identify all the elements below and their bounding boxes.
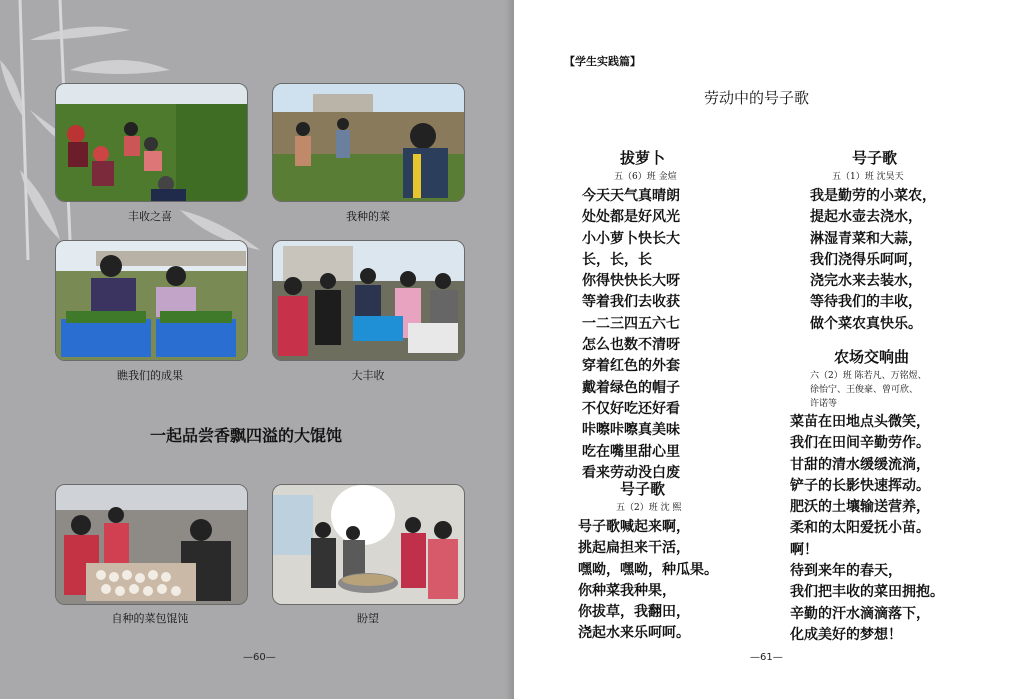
poem-work-song-2 — [810, 147, 936, 335]
page-title: 劳动中的号子歌 — [704, 89, 810, 107]
photo-caption: 我种的菜 — [346, 210, 390, 223]
poem-line: 处处都是好风光 — [582, 209, 680, 226]
poem-line: 浇完水来去装水， — [810, 273, 922, 290]
poem-title: 号子歌 — [620, 480, 666, 498]
poem-author: 许诺等 — [810, 399, 838, 409]
poem-line: 待到来年的春天， — [790, 563, 902, 580]
photo-my-vegetables — [272, 83, 465, 202]
poem-line: 你拔草，我翻田， — [578, 604, 690, 621]
poem-line: 怎么也数不清呀 — [582, 337, 680, 354]
poem-line: 浇起水来乐呵呵。 — [578, 625, 690, 642]
poem-line: 号子歌喊起来啊， — [578, 519, 690, 535]
photo-caption: 盼望 — [357, 612, 379, 625]
poem-line: 淋湿青菜和大蒜， — [810, 230, 922, 247]
poem-line: 提起水壶去浇水， — [810, 209, 922, 226]
poem-author: 五（1）班 沈昊天 — [832, 172, 904, 182]
poem-author: 五（6）班 金煊 — [614, 172, 677, 182]
poem-line: 一二三四五六七 — [582, 315, 680, 332]
section-title: 一起品尝香飘四溢的大馄饨 — [150, 426, 343, 445]
poem-line: 不仅好吃还好看 — [582, 400, 680, 417]
poem-line: 看来劳动没白废 — [582, 464, 680, 481]
poem-line: 铲子的长影快速挥动。 — [790, 477, 930, 494]
poem-title: 拔萝卜 — [620, 149, 666, 167]
poem-line: 我们浇得乐呵呵， — [810, 251, 922, 268]
photo-caption: 自种的菜包馄饨 — [111, 612, 189, 625]
poem-line: 穿着红色的外套 — [582, 358, 680, 375]
photo-our-results — [55, 240, 248, 361]
poem-author: 六（2）班 陈若凡、万铭煜、 — [810, 371, 927, 381]
poem-line: 挑起扁担来干活， — [578, 540, 690, 557]
poem-line: 等待我们的丰收， — [810, 294, 922, 311]
photo-dumplings — [55, 484, 248, 605]
poem-line: 化成美好的梦想！ — [790, 626, 902, 643]
photo-looking-forward — [272, 484, 465, 605]
poem-pull-radish — [582, 147, 680, 484]
poem-title: 号子歌 — [852, 149, 898, 167]
poem-author: 徐怡宁、王俊豪、曾可欣、 — [810, 385, 919, 395]
photo-caption: 瞧我们的成果 — [117, 369, 183, 382]
poem-line: 肥沃的土壤输送营养， — [790, 499, 930, 516]
poem-line: 你得快快长大呀 — [582, 273, 680, 290]
page-number: —61— — [750, 652, 783, 663]
poem-title: 农场交响曲 — [834, 348, 910, 366]
poem-work-song-1 — [578, 478, 718, 645]
poem-line: 啊！ — [790, 541, 818, 558]
poem-line: 做个菜农真快乐。 — [810, 315, 922, 332]
poem-line: 我们把丰收的菜田拥抱。 — [790, 584, 944, 601]
poem-farm-symphony — [790, 346, 944, 646]
right-page — [514, 0, 1024, 699]
poem-line: 吃在嘴里甜心里 — [582, 443, 680, 460]
photo-caption: 大丰收 — [351, 369, 385, 382]
poem-author: 五（2）班 沈 熙 — [616, 503, 682, 513]
poem-line: 我们在田间辛勤劳作。 — [790, 435, 930, 452]
page-number: —60— — [243, 652, 276, 663]
section-tag: 【学生实践篇】 — [564, 55, 641, 68]
photo-caption: 丰收之喜 — [128, 210, 172, 223]
poem-line: 小小萝卜快长大 — [582, 230, 680, 247]
poem-line: 菜苗在田地点头微笑， — [790, 414, 930, 430]
poem-line: 柔和的太阳爱抚小苗。 — [790, 520, 930, 537]
poem-line: 戴着绿色的帽子 — [582, 379, 680, 396]
poem-line: 等着我们去收获 — [582, 294, 680, 311]
poem-line: 今天天气真晴朗 — [582, 188, 680, 204]
poem-line: 长，长，长 — [582, 251, 652, 268]
poem-line: 我是勤劳的小菜农， — [810, 188, 936, 204]
poem-line: 辛勤的汗水滴滴落下， — [790, 605, 930, 622]
poem-line: 嘿呦，嘿呦，种瓜果。 — [578, 561, 718, 578]
poem-line: 咔嚓咔嚓真美味 — [582, 422, 680, 439]
photo-big-harvest — [272, 240, 465, 361]
poem-line: 你种菜我种果， — [578, 582, 676, 599]
poem-line: 甘甜的清水缓缓流淌， — [790, 456, 930, 473]
photo-harvest-joy — [55, 83, 248, 202]
